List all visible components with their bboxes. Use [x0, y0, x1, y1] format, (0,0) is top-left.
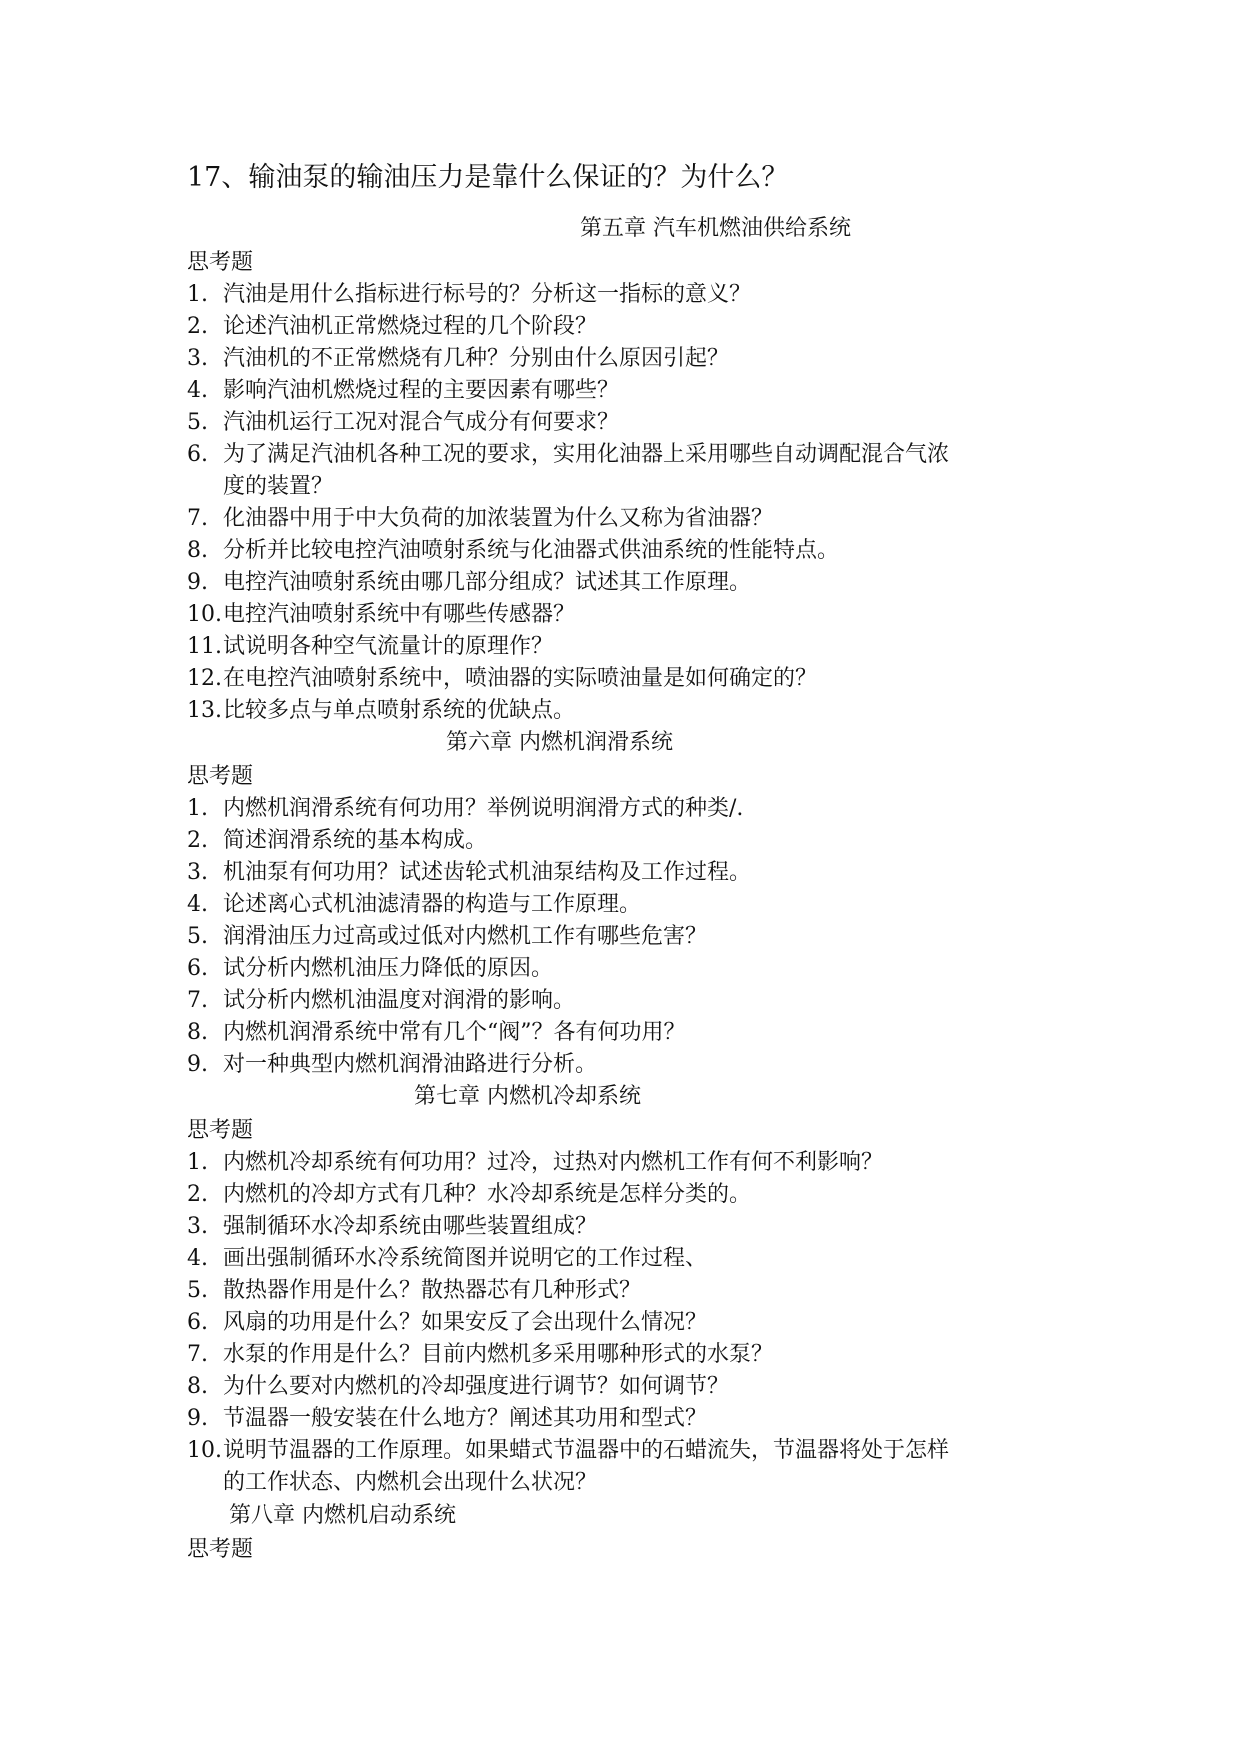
chapter5-section-heading: 思考题	[187, 250, 254, 275]
chapter6-title: 第六章 内燃机润滑系统	[446, 730, 673, 755]
chapter8-title: 第八章 内燃机启动系统	[229, 1503, 456, 1528]
chapter6-section-heading: 思考题	[187, 764, 254, 789]
top-question: 17、输油泵的输油压力是靠什么保证的？为什么？	[187, 162, 789, 193]
chapter7-section-heading: 思考题	[187, 1118, 254, 1143]
document-page: 17、输油泵的输油压力是靠什么保证的？为什么？ 第五章 汽车机燃油供给系统 思考题 1. 汽油是用什么指标进行标号的？分析这一指标的意义？ 2. 论述汽油机正常燃烧过程的几个阶段？ 3. 汽油机的不正常燃烧有几种？分别由什么原因引起？ 4. 影响汽油机燃烧过程的主要因素有哪些？ 5. 汽油机运行工况对混合气成分有何要求？ 6. 为了满足汽油机各种工况的要求，实用化油器上采用哪些自动调配混合气浓 度的装置？ 7. 化油器中用于中大负荷的加浓装置为什么又称为省油器？ 8. 分析并比较电控汽油喷射系统与化油器式供油系统的性能特点。 9. 电控汽油喷射系统由哪几部分组成？试述其工作原理。 10. 电控汽油喷射系统中有哪些传感器？ 11. 试说明各种空气流量计的原理作？ 12. 在电控汽油喷射系统中，喷油器的实际喷油量是如何确定的？ 13. 比较多点与单点喷射系统的优缺点。 第六章 内燃机润滑系统 思考题 1. 内燃机润滑系统有何功用？举例说明润滑方式的种类/. 2. 简述润滑系统的基本构成。 3. 机油泵有何功用？试述齿轮式机油泵结构及工作过程。 4. 论述离心式机油滤清器的构造与工作原理。 5. 润滑油压力过高或过低对内燃机工作有哪些危害？ 6. 试分析内燃机油压力降低的原因。 7. 试分析内燃机油温度对润滑的影响。 8. 内燃机润滑系统中常有几个“阀”？各有何功用？ 9. 对一种典型内燃机润滑油路进行分析。 第七章 内燃机冷却系统 思考题 1. 内燃机冷却系统有何功用？过冷，过热对内燃机工作有何不利影响？ 2. 内燃机的冷却方式有几种？水冷却系统是怎样分类的。 3. 强制循环水冷却系统由哪些装置组成？ 4. 画出强制循环水冷系统简图并说明它的工作过程、 5. 散热器作用是什么？散热器芯有几种形式？ 6. 风扇的功用是什么？如果安反了会出现什么情况？ 7. 水泵的作用是什么？目前内燃机多采用哪种形式的水泵？ 8. 为什么要对内燃机的冷却强度进行调节？如何调节？ 9. 节温器一般安装在什么地方？阐述其功用和型式？ 10. 说明节温器的工作原理。如果蜡式节温器中的石蜡流失，节温器将处于怎样 的工作状态、内燃机会出现什么状况？ 第八章 内燃机启动系统 思考题	[0, 0, 1241, 1754]
chapter7-title: 第七章 内燃机冷却系统	[414, 1084, 641, 1109]
list-item-continuation: 的工作状态、内燃机会出现什么状况？	[223, 1470, 598, 1495]
chapter8-section-heading: 思考题	[187, 1537, 254, 1562]
list-item-continuation: 度的装置？	[223, 474, 334, 499]
chapter5-title: 第五章 汽车机燃油供给系统	[580, 216, 851, 241]
